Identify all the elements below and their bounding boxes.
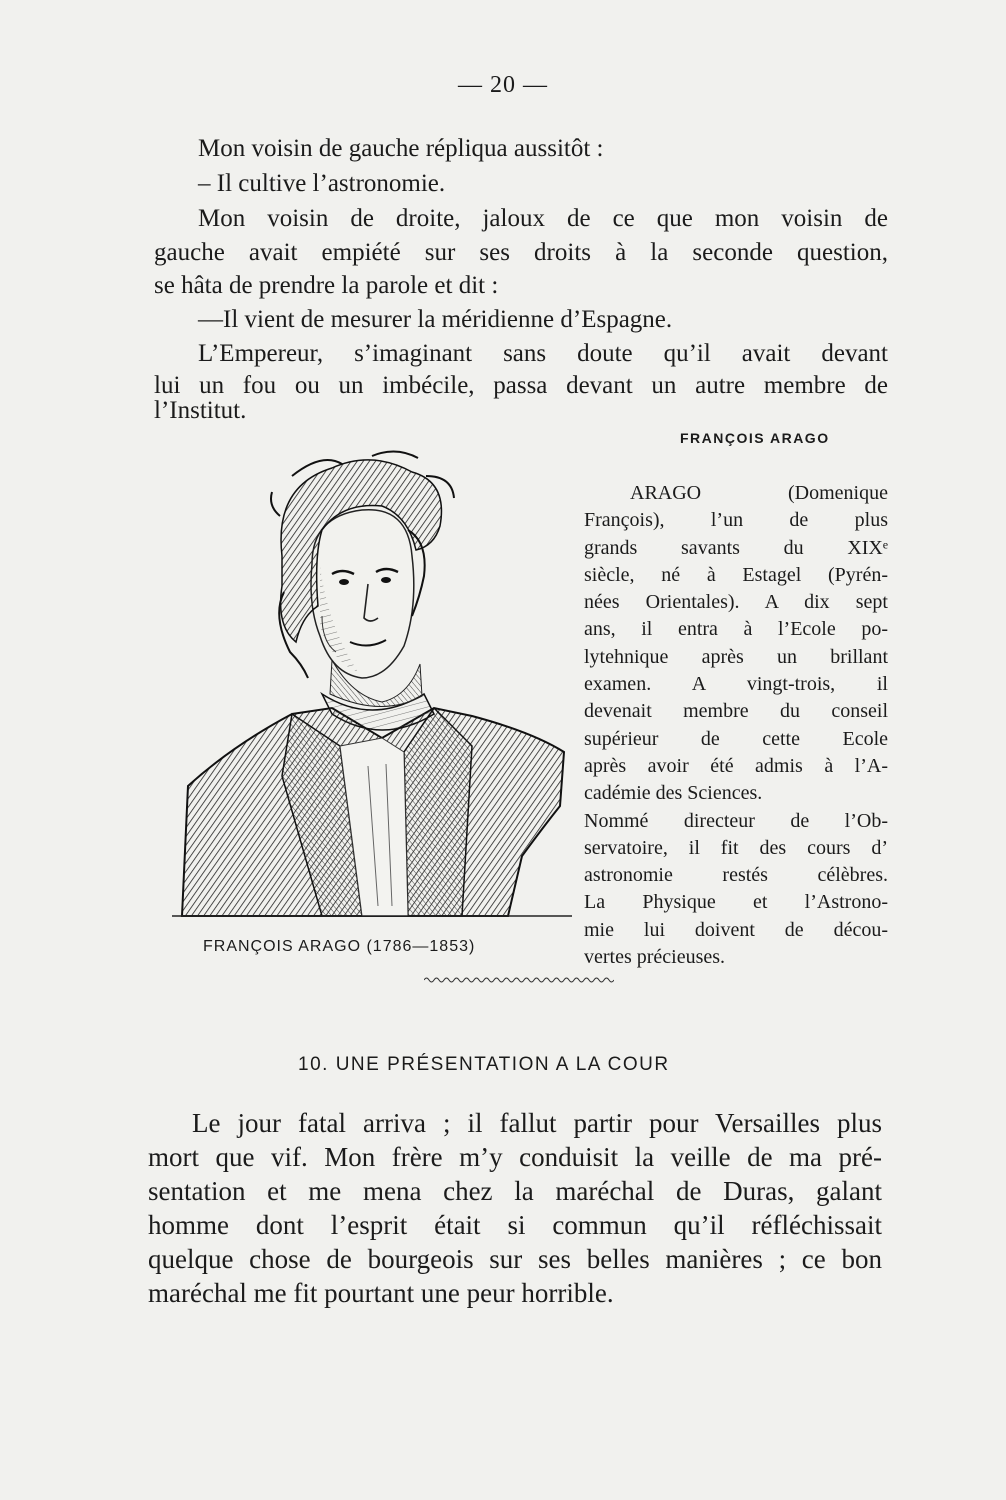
sidebar-line: mie lui doivent de décou- xyxy=(584,918,888,941)
sidebar-line: La Physique et l’Astrono- xyxy=(584,891,888,914)
sidebar-line: astronomie restés célèbres. xyxy=(584,864,888,887)
text-line: gauche avait empiété sur ses droits à la seconde question, xyxy=(154,239,888,266)
text-line: mort que vif. Mon frère m’y conduisit la veille de ma pré- xyxy=(148,1142,882,1172)
sidebar-line: nées Orientales). A dix sept xyxy=(584,591,888,614)
portrait-engraving xyxy=(172,446,572,936)
sidebar-heading: FRANÇOIS ARAGO xyxy=(680,430,830,446)
text-line: homme dont l’esprit était si commun qu’il réfléchissait xyxy=(148,1210,882,1240)
sidebar-line: cadémie des Sciences. xyxy=(584,782,763,805)
text-line: quelque chose de bourgeois sur ses belles manières ; ce bon xyxy=(148,1244,882,1274)
page-number: — 20 — xyxy=(458,72,548,98)
text-line: lui un fou ou un imbécile, passa devant un autre membre de xyxy=(154,372,888,399)
sidebar-line: supérieur de cette Ecole xyxy=(584,727,888,750)
text-line: L’Empereur, s’imaginant sans doute qu’il avait devant xyxy=(198,340,888,367)
sidebar-line: lytehnique après un brillant xyxy=(584,645,888,668)
sidebar-line: siècle, né à Estagel (Pyrén- xyxy=(584,563,888,586)
section-title: 10. UNE PRÉSENTATION A LA COUR xyxy=(298,1054,670,1075)
sidebar-line: ARAGO (Domenique xyxy=(630,482,888,504)
sidebar-line: vertes précieuses. xyxy=(584,946,726,969)
text-line: sentation et me mena chez la maréchal de Duras, galant xyxy=(148,1176,882,1206)
text-line: – Il cultive l’astronomie. xyxy=(198,170,446,197)
sidebar-line: devenait membre du conseil xyxy=(584,700,888,723)
sidebar-line: ans, il entra à l’Ecole po- xyxy=(584,618,888,641)
wavy-divider xyxy=(424,974,614,986)
text-line: se hâta de prendre la parole et dit : xyxy=(154,272,499,299)
sidebar-line: François), l’un de plus xyxy=(584,509,888,532)
portrait-caption: FRANÇOIS ARAGO (1786—1853) xyxy=(203,938,476,955)
text-line: maréchal me fit pourtant une peur horrible. xyxy=(148,1278,614,1308)
text-line: l’Institut. xyxy=(154,397,247,424)
sidebar-line: Nommé directeur de l’Ob- xyxy=(584,809,888,832)
sidebar-line: servatoire, il fit des cours d’ xyxy=(584,836,888,859)
text-line: Le jour fatal arriva ; il fallut partir pour Versailles plus xyxy=(192,1108,882,1138)
text-line: Mon voisin de gauche répliqua aussitôt : xyxy=(198,135,604,162)
sidebar-line: grands savants du XIXᵉ xyxy=(584,536,888,559)
text-line: Mon voisin de droite, jaloux de ce que mon voisin de xyxy=(198,205,888,232)
sidebar-line: après avoir été admis à l’A- xyxy=(584,754,888,777)
text-line: —Il vient de mesurer la méridienne d’Espagne. xyxy=(198,306,673,333)
sidebar-line: examen. A vingt-trois, il xyxy=(584,673,888,696)
